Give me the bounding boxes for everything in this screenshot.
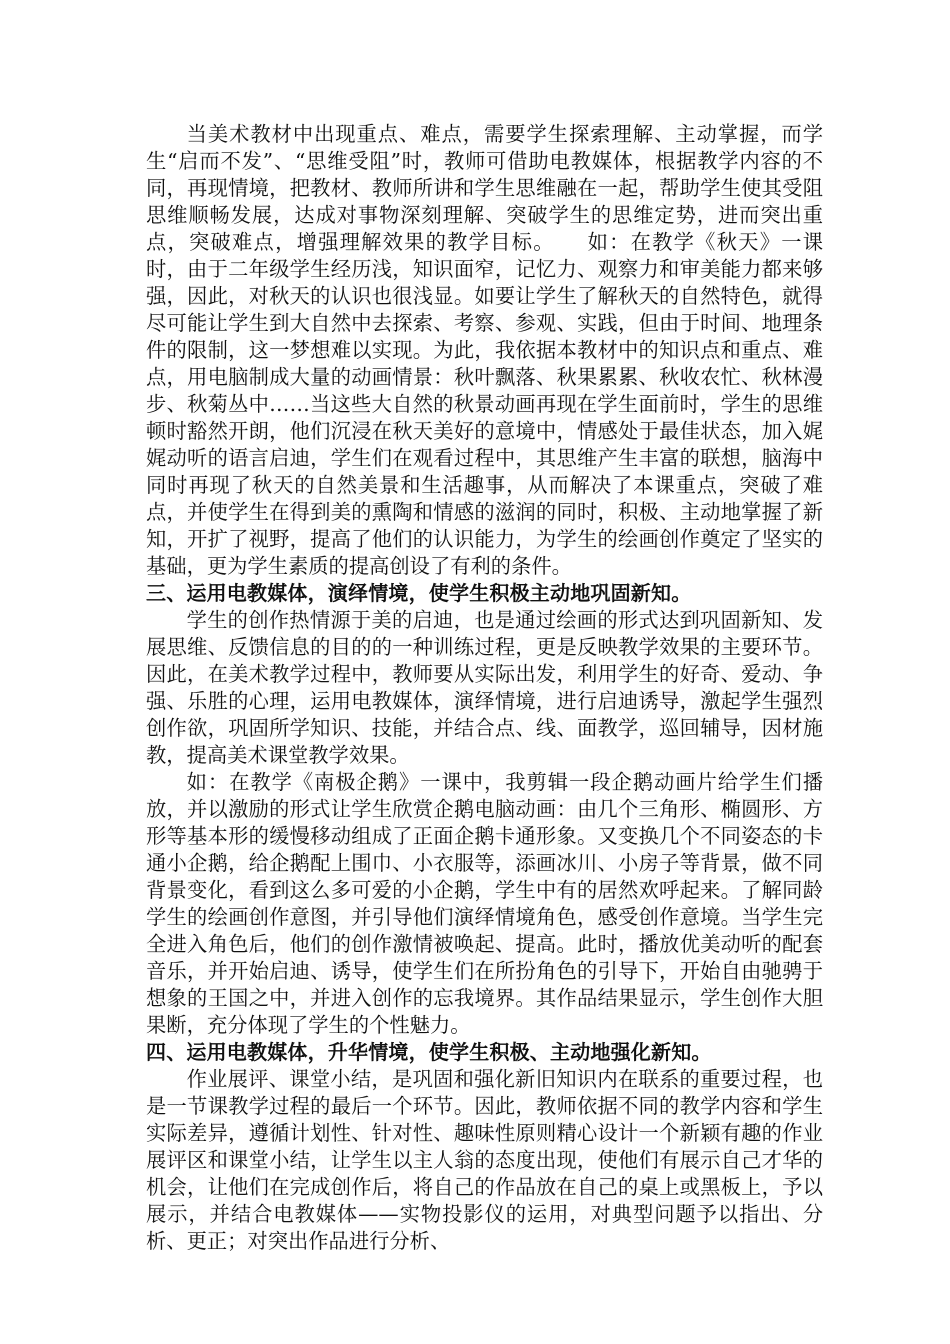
paragraph-homework-review: 作业展评、课堂小结，是巩固和强化新旧知识内在联系的重要过程，也是一节课教学过程的最后一个环节。因此，教师依据不同的教学内容和学生实际差异，遵循计划性、针对性、趣味性原则精心设计一个新颖有趣的作业展评区和课堂小结，让学生以主人翁的态度出现，使他们有展示自己才华的机会，让他们在完成创作后，将自己的作品放在自己的桌上或黑板上，予以展示，并结合电教媒体——实物投影仪的运用，对典型问题予以指出、分析、更正；对突出作品进行分析、 <box>146 1067 823 1253</box>
paragraph-creative-enthusiasm: 学生的创作热情源于美的启迪，也是通过绘画的形式达到巩固新知、发展思维、反馈信息的目的的一种训练过程，更是反映教学效果的主要环节。因此，在美术教学过程中，教师要从实际出发，利用学生的好奇、爱动、争强、乐胜的心理，运用电教媒体，演绎情境，进行启迪诱导，激起学生强烈创作欲，巩固所学知识、技能，并结合点、线、面教学，巡回辅导，因材施教，提高美术课堂教学效果。 <box>146 608 823 767</box>
section-heading-4: 四、运用电教媒体，升华情境，使学生积极、主动地强化新知。 <box>146 1040 712 1064</box>
paragraph-key-points: 当美术教材中出现重点、难点，需要学生探索理解、主动掌握，而学生“启而不发”、“思维受阻”时，教师可借助电教媒体，根据教学内容的不同，再现情境，把教材、教师所讲和学生思维融在一起，帮助学生使其受阻思维顺畅发展，达成对事物深刻理解、突破学生的思维定势，进而突出重点，突破难点，增强理解效果的教学目标。 如：在教学《秋天》一课时，由于二年级学生经历浅，知识面窄，记忆力、观察力和审美能力都来够强，因此，对秋天的认识也很浅显。如要让学生了解秋天的自然特色，就得尽可能让学生到大自然中去探索、考察、参观、实践，但由于时间、地理条件的限制，这一梦想难以实现。为此，我依据本教材中的知识点和重点、难点，用电脑制成大量的动画情景：秋叶飘落、秋果累累、秋收农忙、秋林漫步、秋菊丛中……当这些大自然的秋景动画再现在学生面前时，学生的思维顿时豁然开朗，他们沉浸在秋天美好的意境中，情感处于最佳状态，加入娓娓动听的语言启迪，学生们在观看过程中，其思维产生丰富的联想，脑海中同时再现了秋天的自然美景和生活趣事，从而解决了本课重点，突破了难点，并使学生在得到美的熏陶和情感的滋润的同时，积极、主动地掌握了新知，开扩了视野，提高了他们的认识能力，为学生的绘画创作奠定了坚实的基础，更为学生素质的提高创设了有利的条件。 <box>146 122 823 578</box>
section-heading-3: 三、运用电教媒体，演绎情境，使学生积极主动地巩固新知。 <box>146 581 692 605</box>
document-body <box>146 121 823 1255</box>
paragraph-penguin-example: 如：在教学《南极企鹅》一课中，我剪辑一段企鹅动画片给学生们播放，并以激励的形式让学生欣赏企鹅电脑动画：由几个三角形、椭圆形、方形等基本形的缓慢移动组成了正面企鹅卡通形象。又变换几个不同姿态的卡通小企鹅，给企鹅配上围巾、小衣服等，添画冰川、小房子等背景，做不同背景变化，看到这么多可爱的小企鹅，学生中有的居然欢呼起来。了解同龄学生的绘画创作意图，并引导他们演绎情境角色，感受创作意境。当学生完全进入角色后，他们的创作激情被唤起、提高。此时，播放优美动听的配套音乐，并开始启迪、诱导，使学生们在所扮角色的引导下，开始自由驰骋于想象的王国之中，并进入创作的忘我境界。其作品结果显示，学生创作大胆果断，充分体现了学生的个性魅力。 <box>146 770 823 1037</box>
